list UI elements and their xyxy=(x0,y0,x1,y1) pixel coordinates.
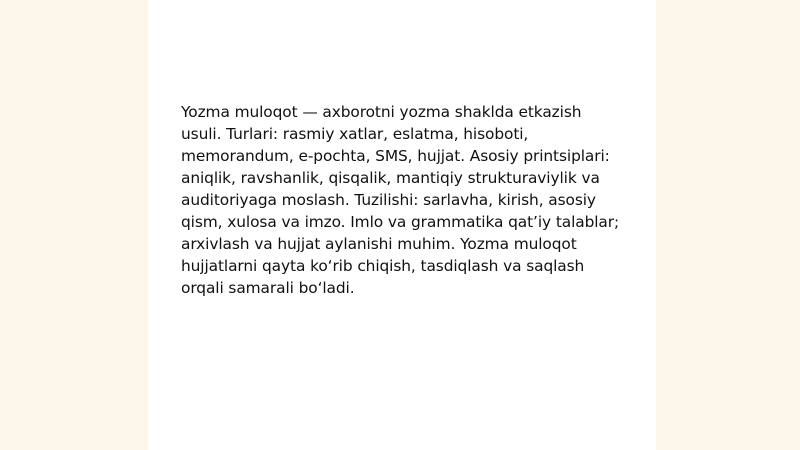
body-paragraph: Yozma muloqot — axborotni yozma shaklda etkazish usuli. Turlari: rasmiy xatlar, eslatma, hisoboti, memorandum, e-pochta, SMS, hujjat. Asosiy printsiplari: aniqlik, ravshanlik, qisqalik, mantiqiy strukturaviylik va auditoriyaga moslash. Tuzilishi: sarlavha, kirish, asosiy qism, xulosa va imzo. Imlo va grammatika qat’iy talablar; arxivlash va hujjat aylanishi muhim. Yozma muloqot hujjatlarni qayta ko‘rib chiqish, tasdiqlash va saqlash orqali samarali bo‘ladi. xyxy=(181,103,620,297)
document-page xyxy=(148,0,656,450)
